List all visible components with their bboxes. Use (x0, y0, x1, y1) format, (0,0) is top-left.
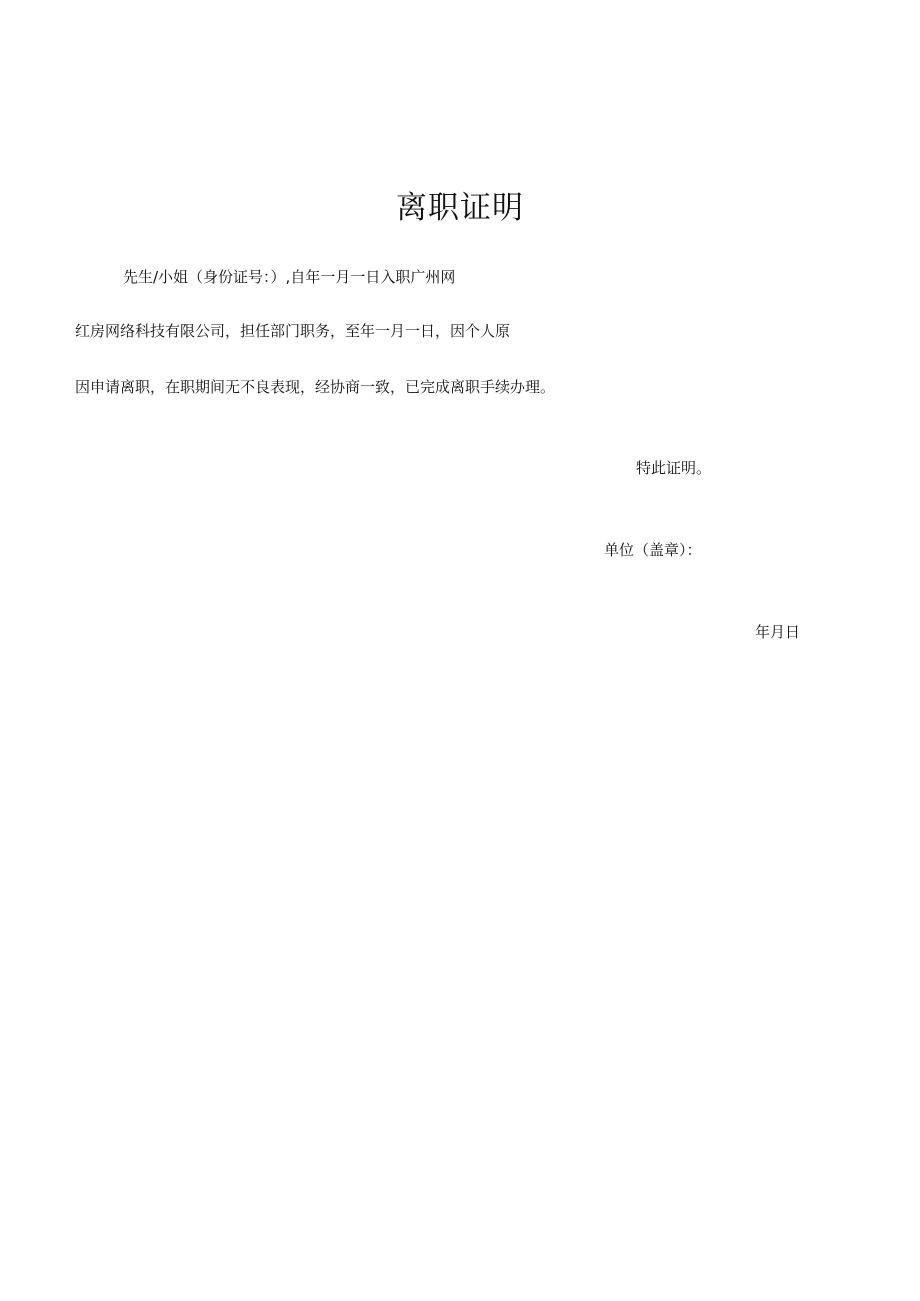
closing-statement: 特此证明。 (636, 459, 712, 477)
body-line-3: 因申请离职，在职期间无不良表现，经协商一致，已完成离职手续办理。 (75, 378, 556, 396)
body-line-2: 红房网络科技有限公司，担任部门职务，至年一月一日，因个人原 (75, 322, 511, 340)
unit-seal-label: 单位（盖章）： (604, 541, 702, 559)
body-line-1: 先生/小姐（身份证号：）,自年一月一日入职广州网 (123, 268, 456, 286)
document-title: 离职证明 (396, 190, 524, 226)
date-label: 年月日 (755, 623, 801, 641)
